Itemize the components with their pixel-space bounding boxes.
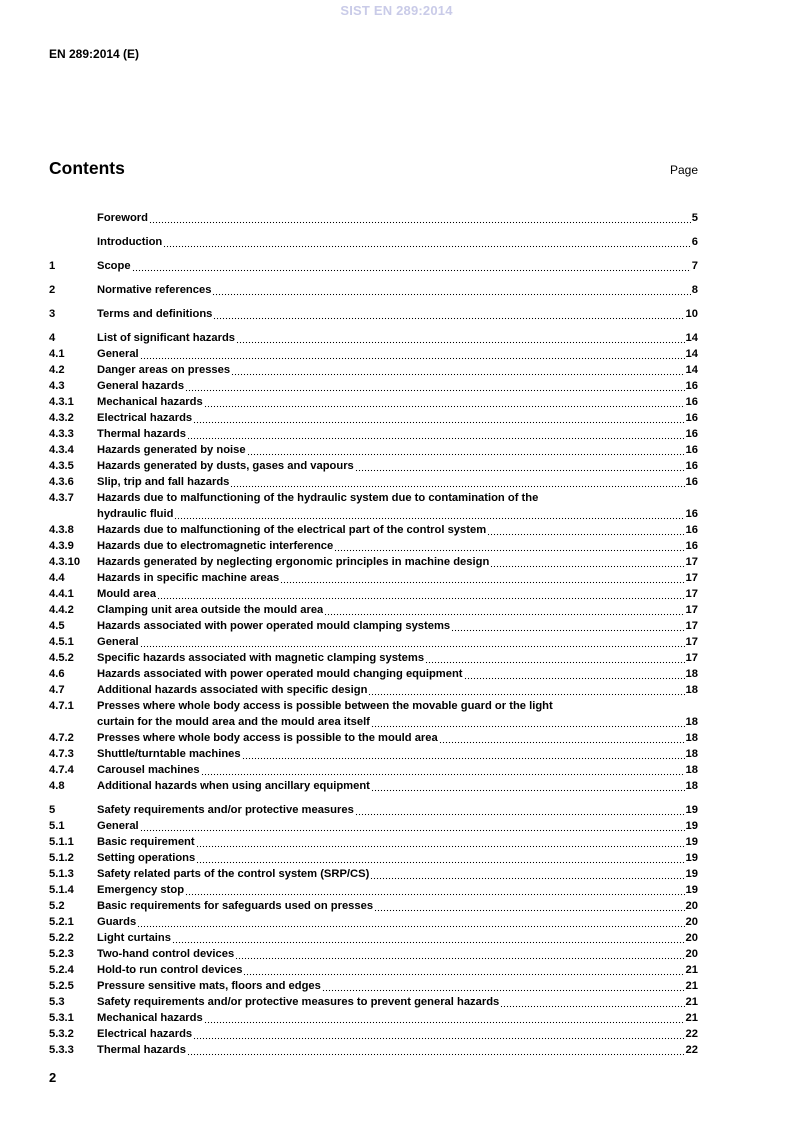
toc-entry-page: 16 xyxy=(685,412,698,424)
toc-entry[interactable] xyxy=(49,802,698,818)
toc-entry-page: 21 xyxy=(685,964,698,976)
toc-entry[interactable] xyxy=(49,602,698,618)
toc-entry-number: 4.5.2 xyxy=(49,652,74,664)
toc-entry-title: Presses where whole body access is possible between the movable guard or the light xyxy=(97,700,553,712)
toc-entry-number: 5.3 xyxy=(49,996,65,1008)
toc-entry[interactable] xyxy=(49,634,698,650)
toc-entry[interactable] xyxy=(49,618,698,634)
toc-entry[interactable] xyxy=(49,346,698,362)
toc-entry-number: 4.3.4 xyxy=(49,444,74,456)
toc-entry[interactable] xyxy=(49,1010,698,1026)
toc-entry-title: Electrical hazards xyxy=(97,412,193,424)
dot-leader xyxy=(149,210,691,226)
toc-entry-page: 14 xyxy=(685,348,698,360)
dot-leader xyxy=(371,778,685,794)
dot-leader xyxy=(490,554,684,570)
toc-entry-title: Hazards due to malfunctioning of the hydraulic system due to contamination of the xyxy=(97,492,539,504)
dot-leader xyxy=(247,442,685,458)
toc-entry-title: Clamping unit area outside the mould area xyxy=(97,604,324,616)
dot-leader xyxy=(231,362,684,378)
dot-leader xyxy=(185,378,684,394)
toc-entry-page: 10 xyxy=(685,308,698,320)
toc-entry-number: 5.2.4 xyxy=(49,964,74,976)
toc-entry[interactable] xyxy=(49,866,698,882)
toc-entry-number: 5.1.4 xyxy=(49,884,74,896)
watermark: SIST EN 289:2014 xyxy=(340,3,453,18)
toc-entry-page: 16 xyxy=(685,428,698,440)
dot-leader xyxy=(193,410,684,426)
toc-entry-page: 20 xyxy=(685,948,698,960)
toc-entry-page: 14 xyxy=(685,364,698,376)
toc-entry[interactable] xyxy=(49,978,698,994)
toc-entry[interactable] xyxy=(49,850,698,866)
toc-entry-number: 4.3 xyxy=(49,380,65,392)
toc-entry[interactable] xyxy=(49,234,698,250)
toc-entry-page: 7 xyxy=(691,260,698,272)
toc-entry-page: 19 xyxy=(685,852,698,864)
dot-leader xyxy=(201,762,685,778)
dot-leader xyxy=(204,394,685,410)
page-column-label: Page xyxy=(669,163,698,177)
dot-leader xyxy=(132,258,691,274)
toc-entry-title-continued: hydraulic fluid xyxy=(97,508,174,520)
toc-entry[interactable] xyxy=(49,1026,698,1042)
toc-entry[interactable] xyxy=(49,730,698,746)
dot-leader xyxy=(425,650,685,666)
toc-entry-number: 5.1.1 xyxy=(49,836,74,848)
toc-entry-page: 5 xyxy=(691,212,698,224)
toc-entry-title: Guards xyxy=(97,916,137,928)
toc-entry-page: 19 xyxy=(685,820,698,832)
toc-entry-page: 8 xyxy=(691,284,698,296)
dot-leader xyxy=(439,730,685,746)
toc-entry-title: Normative references xyxy=(97,284,212,296)
dot-leader xyxy=(187,1042,685,1058)
toc-entry-title: Emergency stop xyxy=(97,884,185,896)
dot-leader xyxy=(374,898,684,914)
toc-entry-title: General hazards xyxy=(97,380,185,392)
toc-entry-number: 5.3.1 xyxy=(49,1012,74,1024)
toc-entry[interactable] xyxy=(49,378,698,394)
toc-entry-number: 4.3.2 xyxy=(49,412,74,424)
toc-entry-title: Thermal hazards xyxy=(97,1044,186,1056)
toc-entry-page: 18 xyxy=(685,764,698,776)
toc-entry[interactable] xyxy=(49,746,698,762)
toc-entry-title: Hazards due to malfunctioning of the electrical part of the control system xyxy=(97,524,487,536)
toc-entry-title: Hazards associated with power operated mould changing equipment xyxy=(97,668,463,680)
toc-entry-page: 17 xyxy=(685,604,698,616)
toc-entry-title: Safety requirements and/or protective measures xyxy=(97,804,354,816)
toc-entry[interactable] xyxy=(49,426,698,442)
toc-entry-number: 4.5 xyxy=(49,620,65,632)
toc-entry[interactable] xyxy=(49,410,698,426)
dot-leader xyxy=(487,522,684,538)
toc-entry[interactable] xyxy=(49,882,698,898)
toc-entry-title: Pressure sensitive mats, floors and edges xyxy=(97,980,321,992)
toc-entry-page: 17 xyxy=(685,652,698,664)
toc-entry-number: 4.7.4 xyxy=(49,764,74,776)
toc-entry-number: 4.5.1 xyxy=(49,636,74,648)
toc-entry[interactable] xyxy=(49,778,698,794)
dot-leader xyxy=(212,282,690,298)
toc-entry[interactable] xyxy=(49,258,698,274)
toc-entry[interactable] xyxy=(49,914,698,930)
dot-leader xyxy=(140,818,685,834)
toc-entry-title: Shuttle/turntable machines xyxy=(97,748,241,760)
toc-entry-number: 2 xyxy=(49,284,56,296)
toc-entry-title: List of significant hazards xyxy=(97,332,235,344)
toc-entry-page: 18 xyxy=(685,748,698,760)
toc-entry-page: 21 xyxy=(685,996,698,1008)
toc-entry[interactable] xyxy=(49,962,698,978)
dot-leader xyxy=(140,634,685,650)
toc-entry-title: Presses where whole body access is possible to the mould area xyxy=(97,732,438,744)
dot-leader xyxy=(193,1026,684,1042)
toc-entry-page: 22 xyxy=(685,1044,698,1056)
toc-entry-number: 4.3.8 xyxy=(49,524,74,536)
toc-entry-page: 17 xyxy=(685,572,698,584)
toc-entry[interactable] xyxy=(49,554,698,570)
toc-entry-title: Thermal hazards xyxy=(97,428,186,440)
toc-entry-page: 19 xyxy=(685,836,698,848)
toc-entry-number: 4.3.1 xyxy=(49,396,74,408)
toc-entry[interactable] xyxy=(49,994,698,1010)
toc-entry-number: 4.2 xyxy=(49,364,65,376)
dot-leader xyxy=(140,346,685,362)
toc-entry-page: 16 xyxy=(685,540,698,552)
dot-leader xyxy=(355,458,685,474)
toc-entry-number: 4.1 xyxy=(49,348,65,360)
toc-entry-title: Basic requirement xyxy=(97,836,195,848)
toc-entry-title: Introduction xyxy=(97,236,163,248)
toc-entry-title: Safety related parts of the control system (SRP/CS) xyxy=(97,868,370,880)
dot-leader xyxy=(172,930,685,946)
toc-entry-page: 20 xyxy=(685,900,698,912)
dot-leader xyxy=(355,802,685,818)
toc-entry-number: 4.7 xyxy=(49,684,65,696)
toc-entry-title: Mechanical hazards xyxy=(97,396,203,408)
toc-entry-number: 5.2.3 xyxy=(49,948,74,960)
toc-entry-title: Specific hazards associated with magnetic clamping systems xyxy=(97,652,425,664)
toc-entry-number: 4.8 xyxy=(49,780,65,792)
toc-entry-title: Hold-to run control devices xyxy=(97,964,243,976)
toc-entry-number: 5.3.3 xyxy=(49,1044,74,1056)
toc-entry-continuation[interactable] xyxy=(49,714,698,730)
toc-entry-number: 4.3.6 xyxy=(49,476,74,488)
toc-entry[interactable] xyxy=(49,898,698,914)
toc-entry-page: 18 xyxy=(685,780,698,792)
toc-entry-page: 16 xyxy=(685,508,698,520)
dot-leader xyxy=(324,602,684,618)
dot-leader xyxy=(137,914,684,930)
toc-entry-title: Terms and definitions xyxy=(97,308,213,320)
table-of-contents xyxy=(49,202,698,1058)
toc-entry[interactable] xyxy=(49,306,698,322)
toc-entry[interactable] xyxy=(49,522,698,538)
toc-entry-title: General xyxy=(97,348,139,360)
toc-entry-title: Electrical hazards xyxy=(97,1028,193,1040)
toc-entry[interactable] xyxy=(49,1042,698,1058)
toc-entry[interactable] xyxy=(49,362,698,378)
toc-entry[interactable] xyxy=(49,650,698,666)
toc-entry-page: 16 xyxy=(685,476,698,488)
toc-entry-page: 18 xyxy=(685,684,698,696)
page-number: 2 xyxy=(49,1070,57,1085)
toc-entry[interactable] xyxy=(49,834,698,850)
toc-entry-title: Hazards generated by neglecting ergonomic principles in machine design xyxy=(97,556,490,568)
toc-entry-number: 4.3.7 xyxy=(49,492,74,504)
toc-entry[interactable] xyxy=(49,538,698,554)
toc-entry[interactable] xyxy=(49,474,698,490)
toc-entry-title: Slip, trip and fall hazards xyxy=(97,476,230,488)
toc-entry-number: 5.2.5 xyxy=(49,980,74,992)
dot-leader xyxy=(187,426,685,442)
toc-entry-number: 5.1.3 xyxy=(49,868,74,880)
dot-leader xyxy=(322,978,685,994)
toc-entry-title: Additional hazards associated with specific design xyxy=(97,684,368,696)
toc-entry-page: 20 xyxy=(685,916,698,928)
toc-entry-title: Safety requirements and/or protective measures to prevent general hazards xyxy=(97,996,500,1008)
dot-leader xyxy=(174,506,684,522)
toc-entry[interactable] xyxy=(49,490,698,506)
toc-entry-number: 4.4 xyxy=(49,572,65,584)
toc-entry-number: 4.4.2 xyxy=(49,604,74,616)
dot-leader xyxy=(242,746,685,762)
toc-entry-page: 19 xyxy=(685,884,698,896)
toc-entry-number: 4.3.3 xyxy=(49,428,74,440)
contents-title: Contents xyxy=(49,158,125,178)
toc-entry-page: 17 xyxy=(685,620,698,632)
toc-entry-title: Two-hand control devices xyxy=(97,948,235,960)
toc-entry-page: 18 xyxy=(685,668,698,680)
toc-entry-continuation[interactable] xyxy=(49,506,698,522)
dot-leader xyxy=(371,714,685,730)
toc-entry-number: 4.7.3 xyxy=(49,748,74,760)
toc-entry[interactable] xyxy=(49,458,698,474)
document-id: EN 289:2014 (E) xyxy=(49,47,140,61)
toc-entry-page: 17 xyxy=(685,588,698,600)
toc-entry-page: 18 xyxy=(685,716,698,728)
dot-leader xyxy=(196,850,684,866)
toc-entry[interactable] xyxy=(49,282,698,298)
toc-entry-title: Hazards generated by dusts, gases and vapours xyxy=(97,460,354,472)
toc-entry-page: 21 xyxy=(685,1012,698,1024)
dot-leader xyxy=(370,866,684,882)
toc-entry-page: 19 xyxy=(685,804,698,816)
toc-entry-title: Danger areas on presses xyxy=(97,364,231,376)
toc-entry-page: 20 xyxy=(685,932,698,944)
dot-leader xyxy=(213,306,684,322)
toc-entry[interactable] xyxy=(49,818,698,834)
toc-entry-page: 16 xyxy=(685,380,698,392)
dot-leader xyxy=(230,474,684,490)
dot-leader xyxy=(204,1010,685,1026)
toc-entry-number: 4 xyxy=(49,332,56,344)
toc-entry-title: Additional hazards when using ancillary equipment xyxy=(97,780,370,792)
toc-entry[interactable] xyxy=(49,698,698,714)
toc-entry-number: 3 xyxy=(49,308,56,320)
toc-entry[interactable] xyxy=(49,330,698,346)
toc-entry[interactable] xyxy=(49,946,698,962)
toc-entry-title: Scope xyxy=(97,260,131,272)
toc-entry-page: 16 xyxy=(685,524,698,536)
toc-entry-number: 5.3.2 xyxy=(49,1028,74,1040)
toc-entry[interactable] xyxy=(49,442,698,458)
toc-entry[interactable] xyxy=(49,666,698,682)
toc-entry[interactable] xyxy=(49,586,698,602)
toc-entry-title: Hazards associated with power operated mould clamping systems xyxy=(97,620,451,632)
toc-entry-number: 5.1.2 xyxy=(49,852,74,864)
toc-entry-title: Hazards in specific machine areas xyxy=(97,572,280,584)
toc-entry[interactable] xyxy=(49,682,698,698)
toc-entry-title: Mould area xyxy=(97,588,157,600)
toc-entry-title: General xyxy=(97,636,139,648)
toc-entry-number: 4.6 xyxy=(49,668,65,680)
toc-entry-title-continued: curtain for the mould area and the mould area itself xyxy=(97,716,370,728)
toc-entry-title: Setting operations xyxy=(97,852,196,864)
dot-leader xyxy=(464,666,685,682)
toc-entry-page: 16 xyxy=(685,460,698,472)
toc-entry-page: 16 xyxy=(685,396,698,408)
toc-entry[interactable] xyxy=(49,762,698,778)
toc-entry-number: 5.1 xyxy=(49,820,65,832)
toc-entry[interactable] xyxy=(49,394,698,410)
toc-entry-title: Hazards generated by noise xyxy=(97,444,246,456)
dot-leader xyxy=(157,586,684,602)
toc-entry-title: General xyxy=(97,820,139,832)
dot-leader xyxy=(235,946,684,962)
toc-entry-number: 4.3.5 xyxy=(49,460,74,472)
toc-entry-title: Hazards due to electromagnetic interference xyxy=(97,540,334,552)
toc-entry-page: 21 xyxy=(685,980,698,992)
toc-entry-title: Mechanical hazards xyxy=(97,1012,203,1024)
toc-entry-page: 6 xyxy=(691,236,698,248)
dot-leader xyxy=(196,834,685,850)
toc-entry-title: Basic requirements for safeguards used on presses xyxy=(97,900,374,912)
toc-entry-title: Light curtains xyxy=(97,932,171,944)
toc-entry-number: 4.4.1 xyxy=(49,588,74,600)
toc-entry-number: 4.7.1 xyxy=(49,700,74,712)
toc-entry[interactable] xyxy=(49,570,698,586)
toc-entry-number: 5.2.2 xyxy=(49,932,74,944)
toc-entry-page: 19 xyxy=(685,868,698,880)
toc-entry-title: Carousel machines xyxy=(97,764,200,776)
dot-leader xyxy=(280,570,684,586)
toc-entry-page: 14 xyxy=(685,332,698,344)
dot-leader xyxy=(500,994,684,1010)
toc-entry-page: 16 xyxy=(685,444,698,456)
dot-leader xyxy=(334,538,684,554)
dot-leader xyxy=(236,330,685,346)
toc-entry-number: 5 xyxy=(49,804,56,816)
toc-entry-number: 4.7.2 xyxy=(49,732,74,744)
toc-entry-page: 18 xyxy=(685,732,698,744)
toc-entry-number: 4.3.9 xyxy=(49,540,74,552)
toc-entry-page: 17 xyxy=(685,556,698,568)
toc-entry-number: 1 xyxy=(49,260,56,272)
dot-leader xyxy=(451,618,684,634)
toc-entry[interactable] xyxy=(49,930,698,946)
toc-entry-page: 22 xyxy=(685,1028,698,1040)
toc-entry-page: 17 xyxy=(685,636,698,648)
dot-leader xyxy=(243,962,684,978)
dot-leader xyxy=(368,682,684,698)
dot-leader xyxy=(185,882,685,898)
toc-entry-number: 5.2.1 xyxy=(49,916,74,928)
toc-entry-title: Foreword xyxy=(97,212,148,224)
dot-leader xyxy=(163,234,691,250)
toc-entry[interactable] xyxy=(49,210,698,226)
toc-entry-number: 4.3.10 xyxy=(49,556,81,568)
toc-entry-number: 5.2 xyxy=(49,900,65,912)
